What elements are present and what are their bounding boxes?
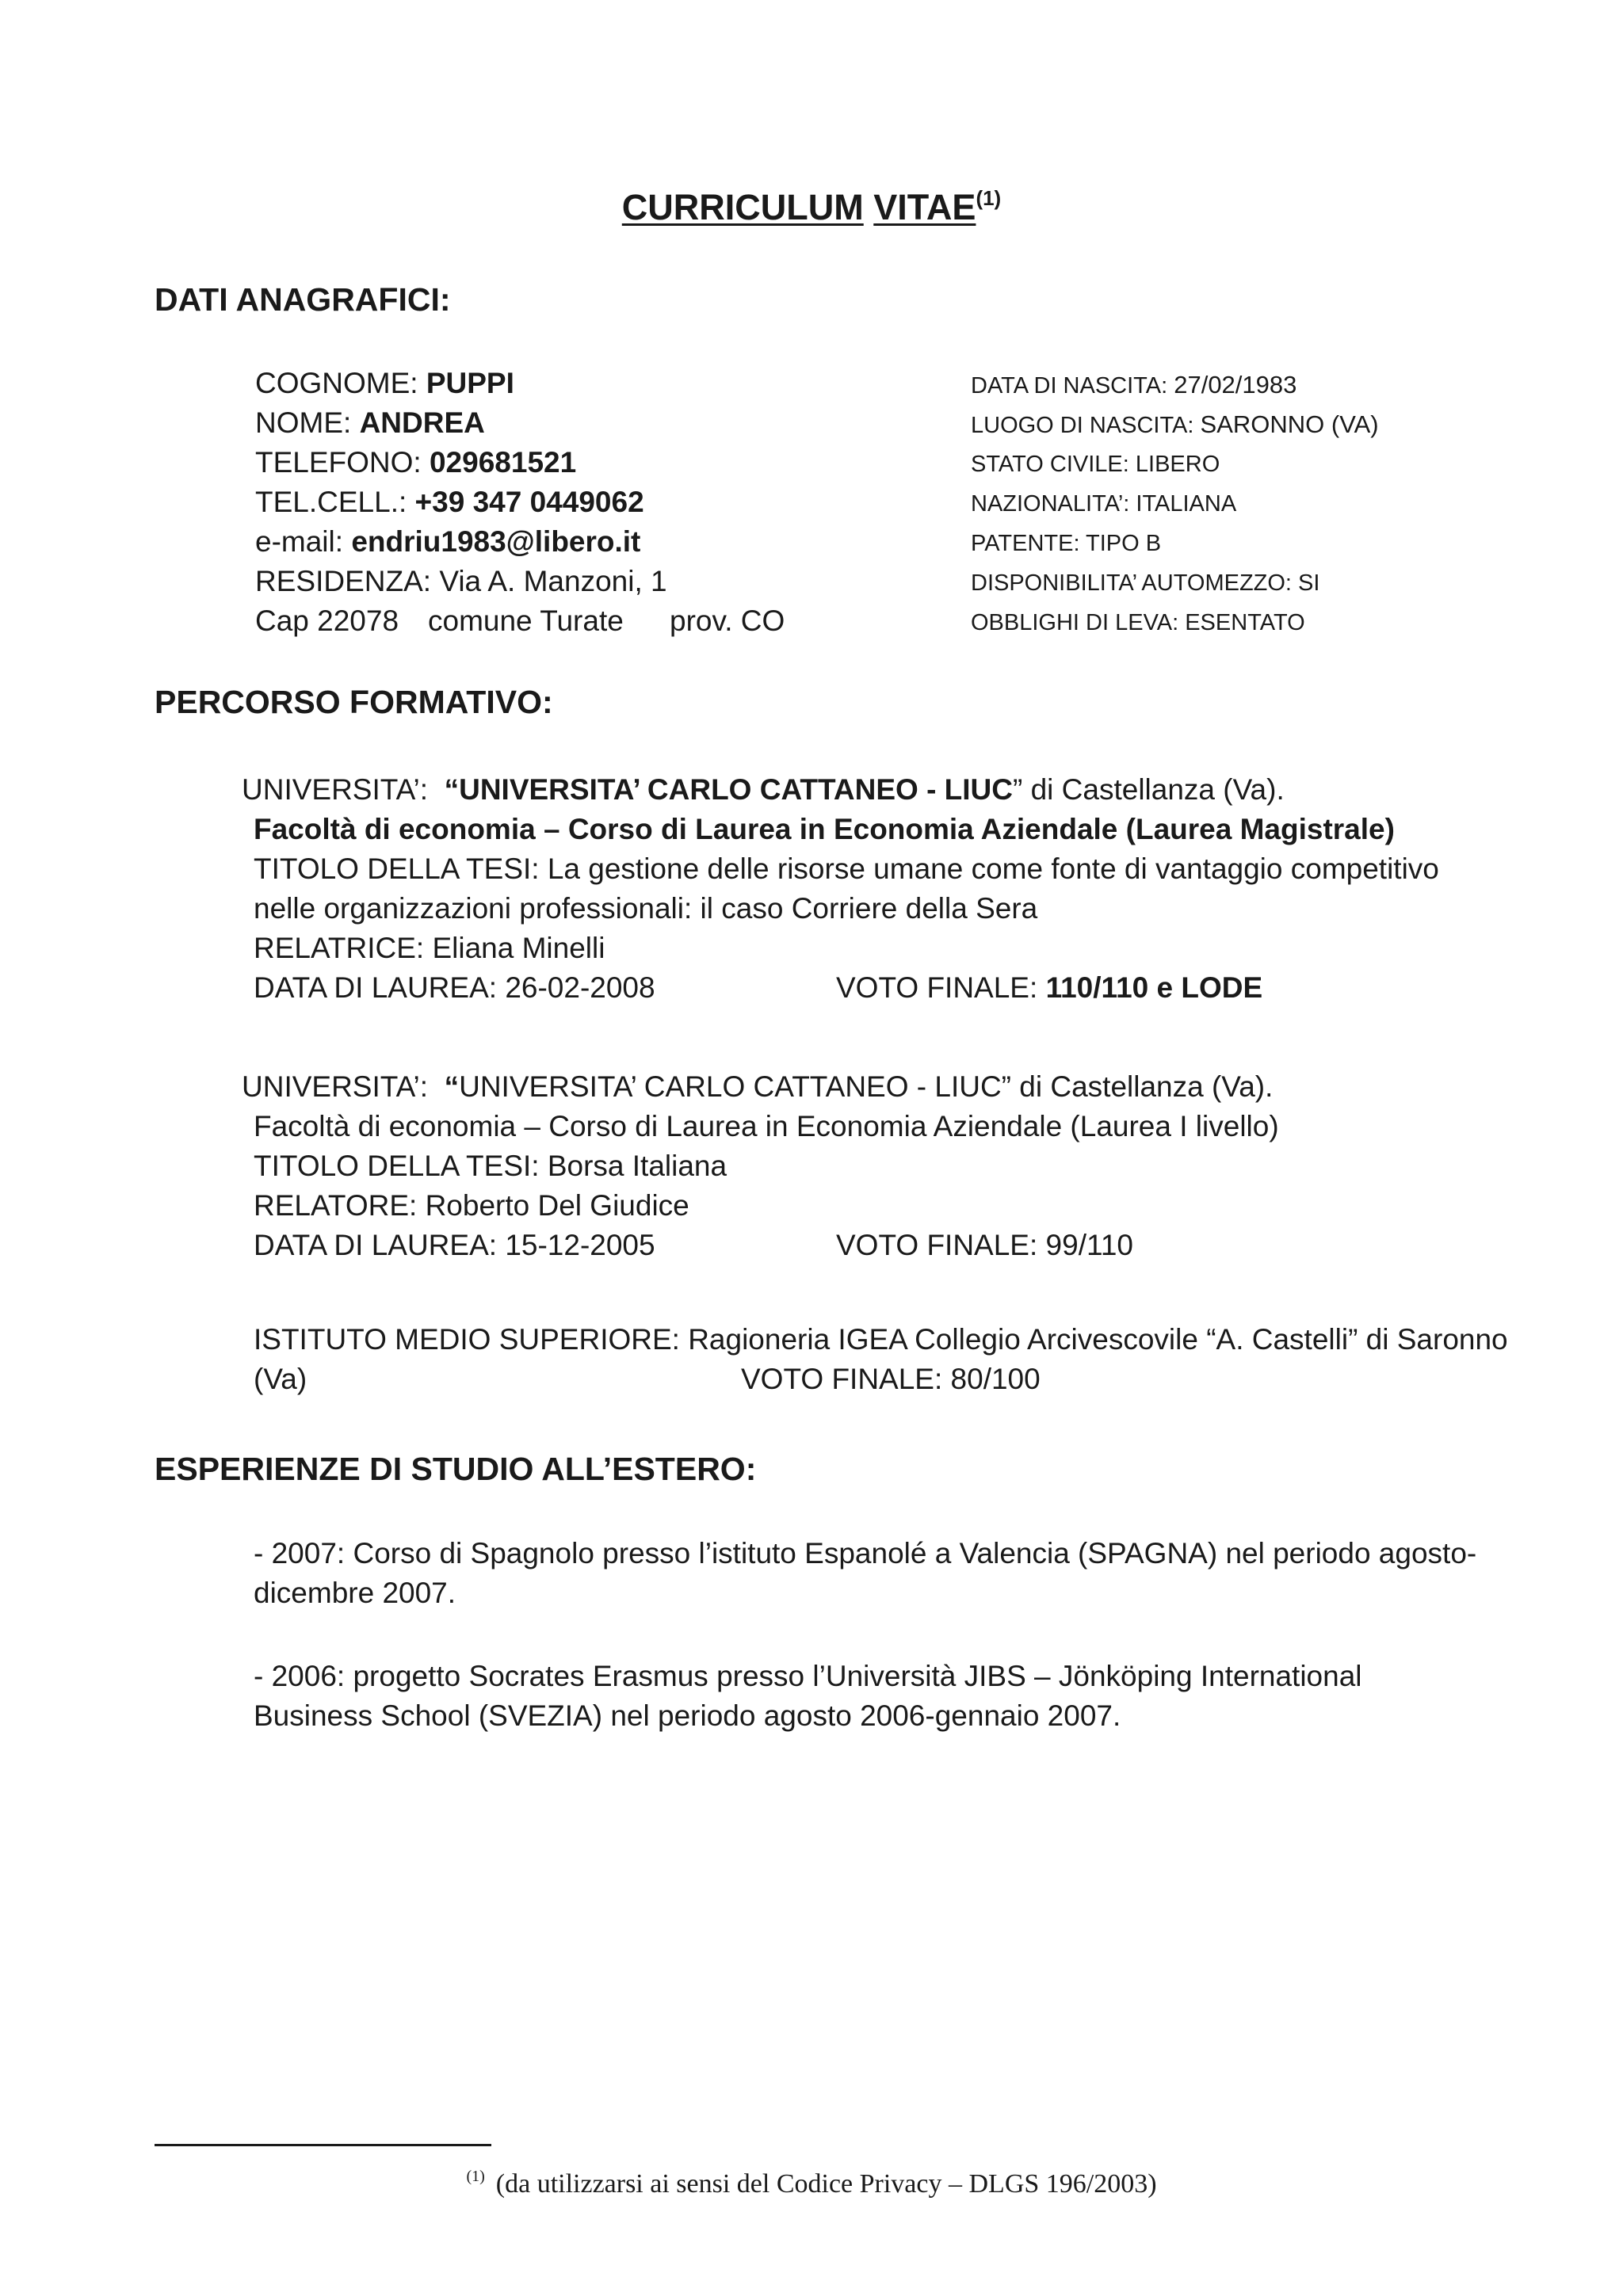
nazionalita-line: NAZIONALITA’: ITALIANA bbox=[971, 491, 1237, 517]
estero-item2-line2: Business School (SVEZIA) nel periodo agosto 2006-gennaio 2007. bbox=[254, 1699, 1121, 1732]
cognome-line: COGNOME: PUPPI bbox=[255, 367, 514, 399]
estero-item2-line1: - 2006: progetto Socrates Erasmus presso l’Università JIBS – Jönköping International bbox=[254, 1660, 1362, 1692]
istituto-voto: VOTO FINALE: 80/100 bbox=[741, 1363, 1041, 1395]
document-title bbox=[0, 174, 1623, 231]
uni1-voto-line: VOTO FINALE: 110/110 e LODE bbox=[836, 971, 1263, 1004]
estero-item1-line1: - 2007: Corso di Spagnolo presso l’istituto Espanolé a Valencia (SPAGNA) nel periodo agosto- bbox=[254, 1537, 1477, 1569]
uni1-tesi-line2: nelle organizzazioni professionali: il caso Corriere della Sera bbox=[254, 892, 1038, 925]
section-heading-estero: ESPERIENZE DI STUDIO ALL’ESTERO: bbox=[155, 1451, 757, 1487]
stato-civile-line: STATO CIVILE: LIBERO bbox=[971, 452, 1220, 477]
residenza-line: RESIDENZA: Via A. Manzoni, 1 bbox=[255, 565, 667, 597]
title-footnote-ref: (1) bbox=[976, 186, 1002, 210]
uni1-data-laurea: DATA DI LAUREA: 26-02-2008 bbox=[254, 971, 655, 1004]
nome-line: NOME: ANDREA bbox=[255, 406, 485, 439]
email-line: e-mail: endriu1983@libero.it bbox=[255, 525, 641, 558]
footnote-separator bbox=[155, 2144, 491, 2146]
data-nascita-line: DATA DI NASCITA: 27/02/1983 bbox=[971, 371, 1297, 399]
uni1-tesi-line1: TITOLO DELLA TESI: La gestione delle risorse umane come fonte di vantaggio competitivo bbox=[254, 852, 1439, 885]
patente-line: PATENTE: TIPO B bbox=[971, 531, 1162, 556]
luogo-nascita-line: LUOGO DI NASCITA: SARONNO (VA) bbox=[971, 410, 1379, 438]
title-word-curriculum: CURRICULUM bbox=[621, 187, 864, 227]
section-heading-anagrafici: DATI ANAGRAFICI: bbox=[155, 281, 451, 318]
telefono-value: 029681521 bbox=[429, 446, 577, 479]
uni1-relatore: RELATRICE: Eliana Minelli bbox=[254, 932, 605, 964]
footnote-mark: (1) bbox=[466, 2168, 485, 2185]
estero-item1-line2: dicembre 2007. bbox=[254, 1577, 456, 1609]
section-heading-formativo: PERCORSO FORMATIVO: bbox=[155, 684, 553, 720]
uni2-corso: Facoltà di economia – Corso di Laurea in Economia Aziendale (Laurea I livello) bbox=[254, 1110, 1279, 1142]
email-value: endriu1983@libero.it bbox=[351, 525, 641, 558]
istituto-line1: ISTITUTO MEDIO SUPERIORE: Ragioneria IGEA Collegio Arcivescovile “A. Castelli” di Saronno bbox=[254, 1323, 1508, 1356]
uni2-relatore: RELATORE: Roberto Del Giudice bbox=[254, 1189, 689, 1222]
uni2-data-laurea: DATA DI LAUREA: 15-12-2005 bbox=[254, 1229, 655, 1261]
footnote bbox=[0, 2158, 1623, 2203]
uni2-tesi: TITOLO DELLA TESI: Borsa Italiana bbox=[254, 1150, 727, 1182]
telefono-line: TELEFONO: 029681521 bbox=[255, 446, 577, 479]
provincia-text: prov. CO bbox=[670, 605, 785, 637]
uni1-header-line: UNIVERSITA’: “UNIVERSITA’ CARLO CATTANEO - LIUC” di Castellanza (Va). bbox=[242, 773, 1285, 806]
automezzo-line: DISPONIBILITA’ AUTOMEZZO: SI bbox=[971, 570, 1320, 596]
nome-value: ANDREA bbox=[359, 406, 485, 439]
uni2-header-line: UNIVERSITA’: “UNIVERSITA’ CARLO CATTANEO - LIUC” di Castellanza (Va). bbox=[242, 1070, 1274, 1103]
luogo-nascita-value: SARONNO (VA) bbox=[1200, 410, 1379, 438]
istituto-line2: (Va) bbox=[254, 1363, 307, 1395]
footnote-text: (da utilizzarsi ai sensi del Codice Privacy – DLGS 196/2003) bbox=[495, 2169, 1157, 2199]
leva-line: OBBLIGHI DI LEVA: ESENTATO bbox=[971, 610, 1305, 635]
uni1-voto-value: 110/110 e LODE bbox=[1045, 971, 1263, 1004]
comune-text: comune Turate bbox=[428, 605, 624, 637]
uni1-corso: Facoltà di economia – Corso di Laurea in Economia Aziendale (Laurea Magistrale) bbox=[254, 813, 1395, 845]
title-word-vitae: VITAE bbox=[873, 187, 976, 227]
uni2-voto: VOTO FINALE: 99/110 bbox=[836, 1229, 1133, 1261]
uni1-name: “UNIVERSITA’ CARLO CATTANEO - LIUC bbox=[444, 773, 1013, 806]
cellulare-line: TEL.CELL.: +39 347 0449062 bbox=[255, 486, 644, 518]
cognome-value: PUPPI bbox=[426, 367, 514, 399]
data-nascita-value: 27/02/1983 bbox=[1174, 371, 1297, 399]
cellulare-value: +39 347 0449062 bbox=[414, 486, 644, 518]
cap-text: Cap 22078 bbox=[255, 605, 399, 637]
